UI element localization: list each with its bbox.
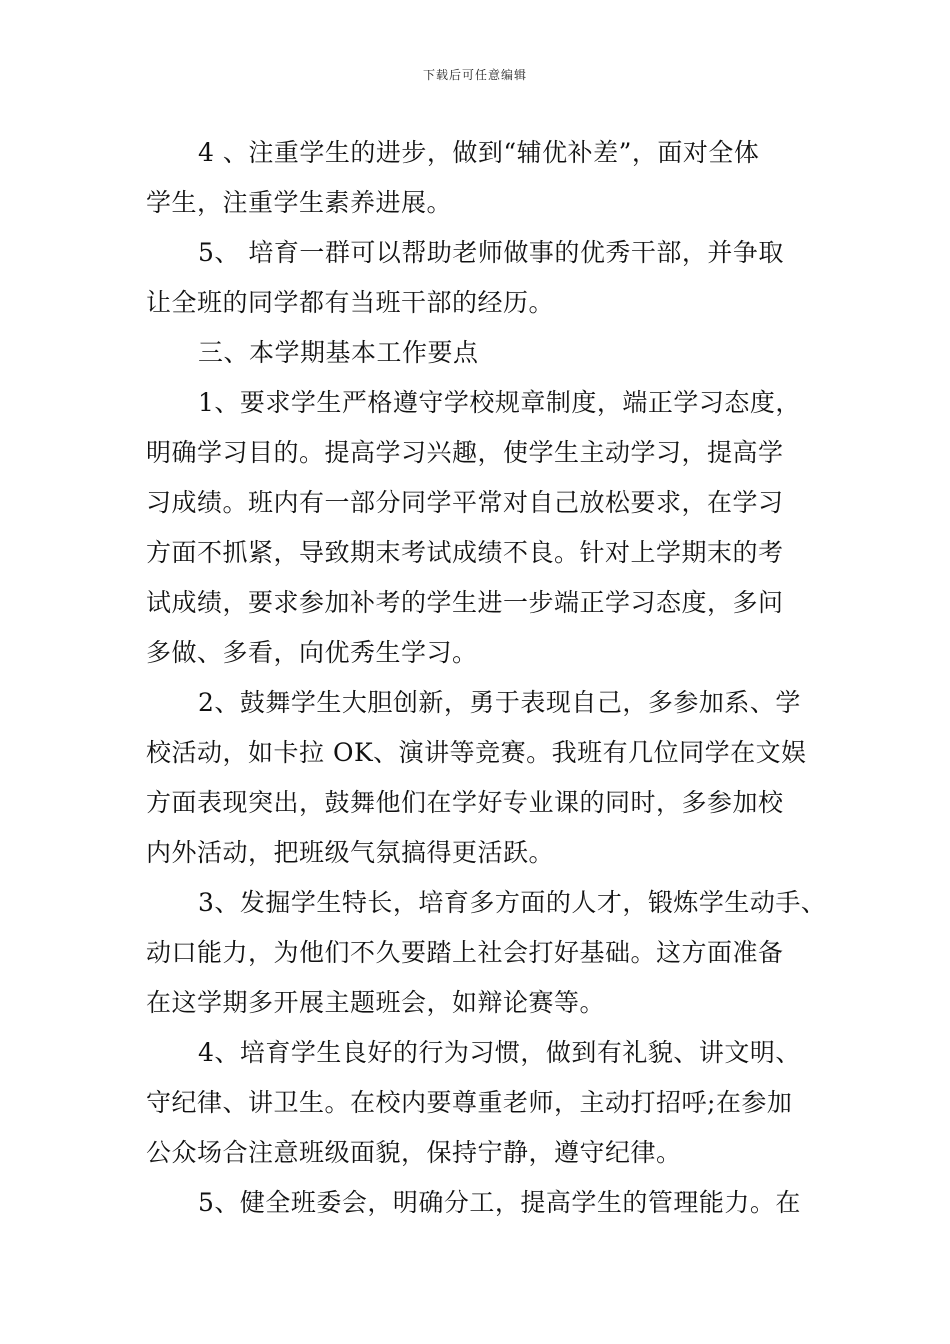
text-line: 公众场合注意班级面貌，保持宁静，遵守纪律。 — [146, 1138, 682, 1167]
text-line: 方面不抓紧，导致期末考试成绩不良。针对上学期末的考 — [146, 538, 784, 567]
text-line: 4、培育学生良好的行为习惯，做到有礼貌、讲文明、 — [198, 1038, 801, 1067]
text-line: 试成绩，要求参加补考的学生进一步端正学习态度，多问 — [146, 588, 784, 617]
text-line: 方面表现突出，鼓舞他们在学好专业课的同时，多参加校 — [146, 788, 784, 817]
text-line: 1、要求学生严格遵守学校规章制度，端正学习态度， — [198, 388, 801, 417]
text-line: 学生，注重学生素养进展。 — [146, 188, 453, 217]
text-line: 动口能力，为他们不久要踏上社会打好基础。这方面准备 — [146, 938, 784, 967]
text-line: 内外活动，把班级气氛搞得更活跃。 — [146, 838, 555, 867]
text-line: 让全班的同学都有当班干部的经历。 — [146, 288, 555, 317]
text-line: 2、鼓舞学生大胆创新，勇于表现自己，多参加系、学 — [198, 688, 801, 717]
page-header: 下载后可任意编辑 — [422, 68, 527, 82]
text-line: 三、本学期基本工作要点 — [198, 338, 479, 367]
text-line: 明确学习目的。提高学习兴趣，使学生主动学习，提高学 — [146, 438, 784, 467]
text-line: 多做、多看，向优秀生学习。 — [146, 638, 478, 667]
document-body — [146, 128, 826, 1228]
text-line: 5、健全班委会，明确分工，提高学生的管理能力。在 — [198, 1188, 801, 1217]
text-line: 5、 培育一群可以帮助老师做事的优秀干部，并争取 — [198, 238, 784, 267]
text-line: 习成绩。班内有一部分同学平常对自己放松要求，在学习 — [146, 488, 784, 517]
text-line: 守纪律、讲卫生。在校内要尊重老师，主动打招呼;在参加 — [146, 1088, 793, 1117]
text-line: 在这学期多开展主题班会，如辩论赛等。 — [146, 988, 606, 1017]
text-line: 校活动，如卡拉 OK、演讲等竞赛。我班有几位同学在文娱 — [146, 738, 807, 767]
text-line: 4 、注重学生的进步，做到“辅优补差”，面对全体 — [198, 138, 760, 167]
text-line: 3、发掘学生特长，培育多方面的人才，锻炼学生动手、 — [198, 888, 827, 917]
